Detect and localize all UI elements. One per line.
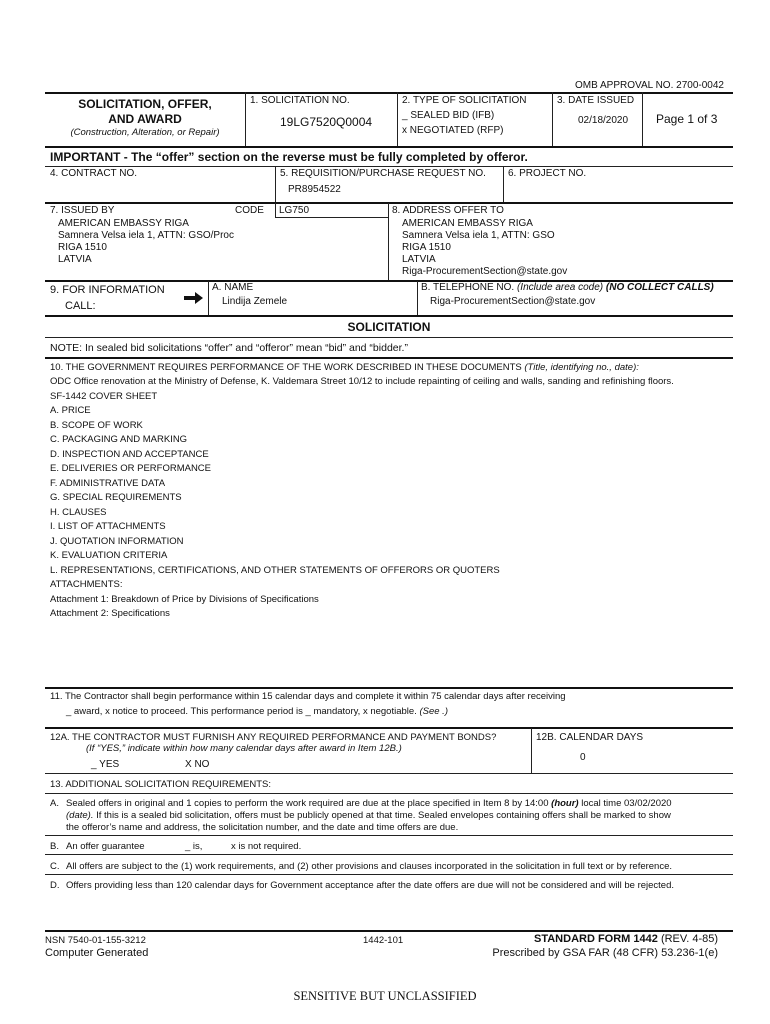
- important-notice: IMPORTANT - The “offer” section on the reverse must be fully completed by offeror.: [50, 150, 528, 164]
- list-item: I. LIST OF ATTACHMENTS: [50, 521, 166, 532]
- no-collect-calls: (NO COLLECT CALLS): [605, 282, 714, 293]
- list-item: Attachment 2: Specifications: [50, 608, 170, 619]
- note-text: NOTE: In sealed bid solicitations “offer” and “offeror” mean “bid” and “bidder.”: [50, 342, 408, 354]
- project-no-label: 6. PROJECT NO.: [508, 168, 587, 179]
- form-title-line1: SOLICITATION, OFFER,: [78, 97, 212, 111]
- computer-generated: Computer Generated: [45, 947, 149, 959]
- list-item: J. QUOTATION INFORMATION: [50, 536, 184, 547]
- list-item: D. INSPECTION AND ACCEPTANCE: [50, 449, 209, 460]
- name-label: A. NAME: [212, 282, 254, 293]
- item13d-text: Offers providing less than 120 calendar days for Government acceptance after the date offers are due will not be considered and will be rejected.: [66, 880, 675, 891]
- form-code: 1442-101: [363, 935, 404, 946]
- item13a-line1: Sealed offers in original and 1 copies to perform the work required are due at the place specified in Item 8 by 14:00 (hour) local time 03/02/2020: [66, 798, 672, 809]
- list-item: H. CLAUSES: [50, 507, 107, 518]
- prescribed-by: Prescribed by GSA FAR (48 CFR) 53.236-1(e): [492, 947, 718, 959]
- form-title-line2: AND AWARD: [108, 112, 182, 126]
- address-offer-email: Riga-ProcurementSection@state.gov: [402, 266, 568, 277]
- info-call-label-1: 9. FOR INFORMATION: [50, 284, 165, 296]
- date-issued-value: 02/18/2020: [578, 115, 629, 126]
- item13c-letter: C.: [50, 861, 60, 872]
- omb-approval: OMB APPROVAL NO. 2700-0042: [575, 80, 724, 91]
- issued-by-label: 7. ISSUED BY: [50, 205, 115, 216]
- list-item: Attachment 1: Breakdown of Price by Divisions of Specifications: [50, 594, 319, 605]
- solicitation-no-label: 1. SOLICITATION NO.: [250, 95, 350, 106]
- name-value: Lindija Zemele: [222, 296, 288, 307]
- classification-marking: SENSITIVE BUT UNCLASSIFIED: [293, 989, 477, 1003]
- item11-line2: _ award, x notice to proceed. This performance period is _ mandatory, x negotiable. (See .): [66, 706, 448, 717]
- list-item: SF-1442 COVER SHEET: [50, 391, 158, 402]
- form-title-line3: (Construction, Alteration, or Repair): [70, 127, 220, 138]
- address-offer-label: 8. ADDRESS OFFER TO: [392, 205, 504, 216]
- item13d-letter: D.: [50, 880, 60, 891]
- solicitation-heading: SOLICITATION: [347, 320, 431, 334]
- telephone-value: Riga-ProcurementSection@state.gov: [430, 296, 596, 307]
- sealed-bid-option: _ SEALED BID (IFB): [402, 110, 495, 121]
- list-item: E. DELIVERIES OR PERFORMANCE: [50, 463, 212, 474]
- item13c-text: All offers are subject to the (1) work requirements, and (2) other provisions and clauses incorporated in the solicitation in full text or by reference.: [66, 861, 673, 872]
- item12b-value: 0: [580, 752, 586, 763]
- item13a-letter: A.: [50, 798, 59, 809]
- item13-label: 13. ADDITIONAL SOLICITATION REQUIREMENTS:: [50, 779, 272, 790]
- list-item: ODC Office renovation at the Ministry of Defense, K. Valdemara Street 10/12 to include repainting of ceiling and walls, sanding and refinishing floors.: [50, 376, 674, 387]
- item13b-text: An offer guarantee: [66, 841, 145, 852]
- requisition-label: 5. REQUISITION/PURCHASE REQUEST NO.: [280, 168, 486, 179]
- info-call-label-2: CALL:: [65, 300, 96, 312]
- negotiated-option: x NEGOTIATED (RFP): [402, 125, 504, 136]
- item13a-line3: the offeror’s name and address, the solicitation number, and the date and time offers are due.: [66, 822, 459, 833]
- offer-guarantee-is: _ is,: [185, 841, 203, 852]
- item12a-note: (If “YES,” indicate within how many calendar days after award in Item 12B.): [86, 743, 402, 754]
- telephone-label: B. TELEPHONE NO. (Include area code) (NO COLLECT CALLS): [421, 282, 714, 293]
- bonds-no-option: X NO: [185, 759, 210, 770]
- list-item: K. EVALUATION CRITERIA: [50, 550, 168, 561]
- list-item: L. REPRESENTATIONS, CERTIFICATIONS, AND OTHER STATEMENTS OF OFFERORS OR QUOTERS: [50, 565, 500, 576]
- solicitation-no-value: 19LG7520Q0004: [280, 115, 373, 129]
- item10-label: 10. THE GOVERNMENT REQUIRES PERFORMANCE OF THE WORK DESCRIBED IN THESE DOCUMENTS (Title, identifying no., date):: [50, 362, 639, 373]
- list-item: ATTACHMENTS:: [50, 579, 123, 590]
- list-item: B. SCOPE OF WORK: [50, 420, 143, 431]
- list-item: C. PACKAGING AND MARKING: [50, 434, 188, 445]
- page-number: Page 1 of 3: [656, 112, 718, 126]
- arrow-right-icon: [184, 291, 204, 305]
- offer-guarantee-is-not: x is not required.: [231, 841, 302, 852]
- standard-form-label: STANDARD FORM 1442 (REV. 4-85): [534, 933, 718, 945]
- item13b-letter: B.: [50, 841, 59, 852]
- code-value: LG750: [279, 205, 310, 216]
- list-item: F. ADMINISTRATIVE DATA: [50, 478, 166, 489]
- item12a-label: 12A. THE CONTRACTOR MUST FURNISH ANY REQUIRED PERFORMANCE AND PAYMENT BONDS?: [50, 732, 497, 743]
- code-label: CODE: [235, 205, 264, 216]
- contract-no-label: 4. CONTRACT NO.: [50, 168, 138, 179]
- nsn-number: NSN 7540-01-155-3212: [45, 935, 146, 946]
- list-item: G. SPECIAL REQUIREMENTS: [50, 492, 182, 503]
- item11-line1: 11. The Contractor shall begin performance within 15 calendar days and complete it within 75 calendar days after receiving: [50, 691, 566, 702]
- date-issued-label: 3. DATE ISSUED: [557, 95, 635, 106]
- list-item: A. PRICE: [50, 405, 91, 416]
- type-of-solicitation-label: 2. TYPE OF SOLICITATION: [402, 95, 527, 106]
- requisition-value: PR8954522: [288, 184, 341, 195]
- item13a-line2: (date). If this is a sealed bid solicitation, offers must be publicly opened at that time. Sealed envelopes containing offers shall be marked to show: [66, 810, 671, 821]
- top-rule: [45, 92, 733, 94]
- bonds-yes-option: _ YES: [91, 759, 120, 770]
- item12b-label: 12B. CALENDAR DAYS: [536, 732, 644, 743]
